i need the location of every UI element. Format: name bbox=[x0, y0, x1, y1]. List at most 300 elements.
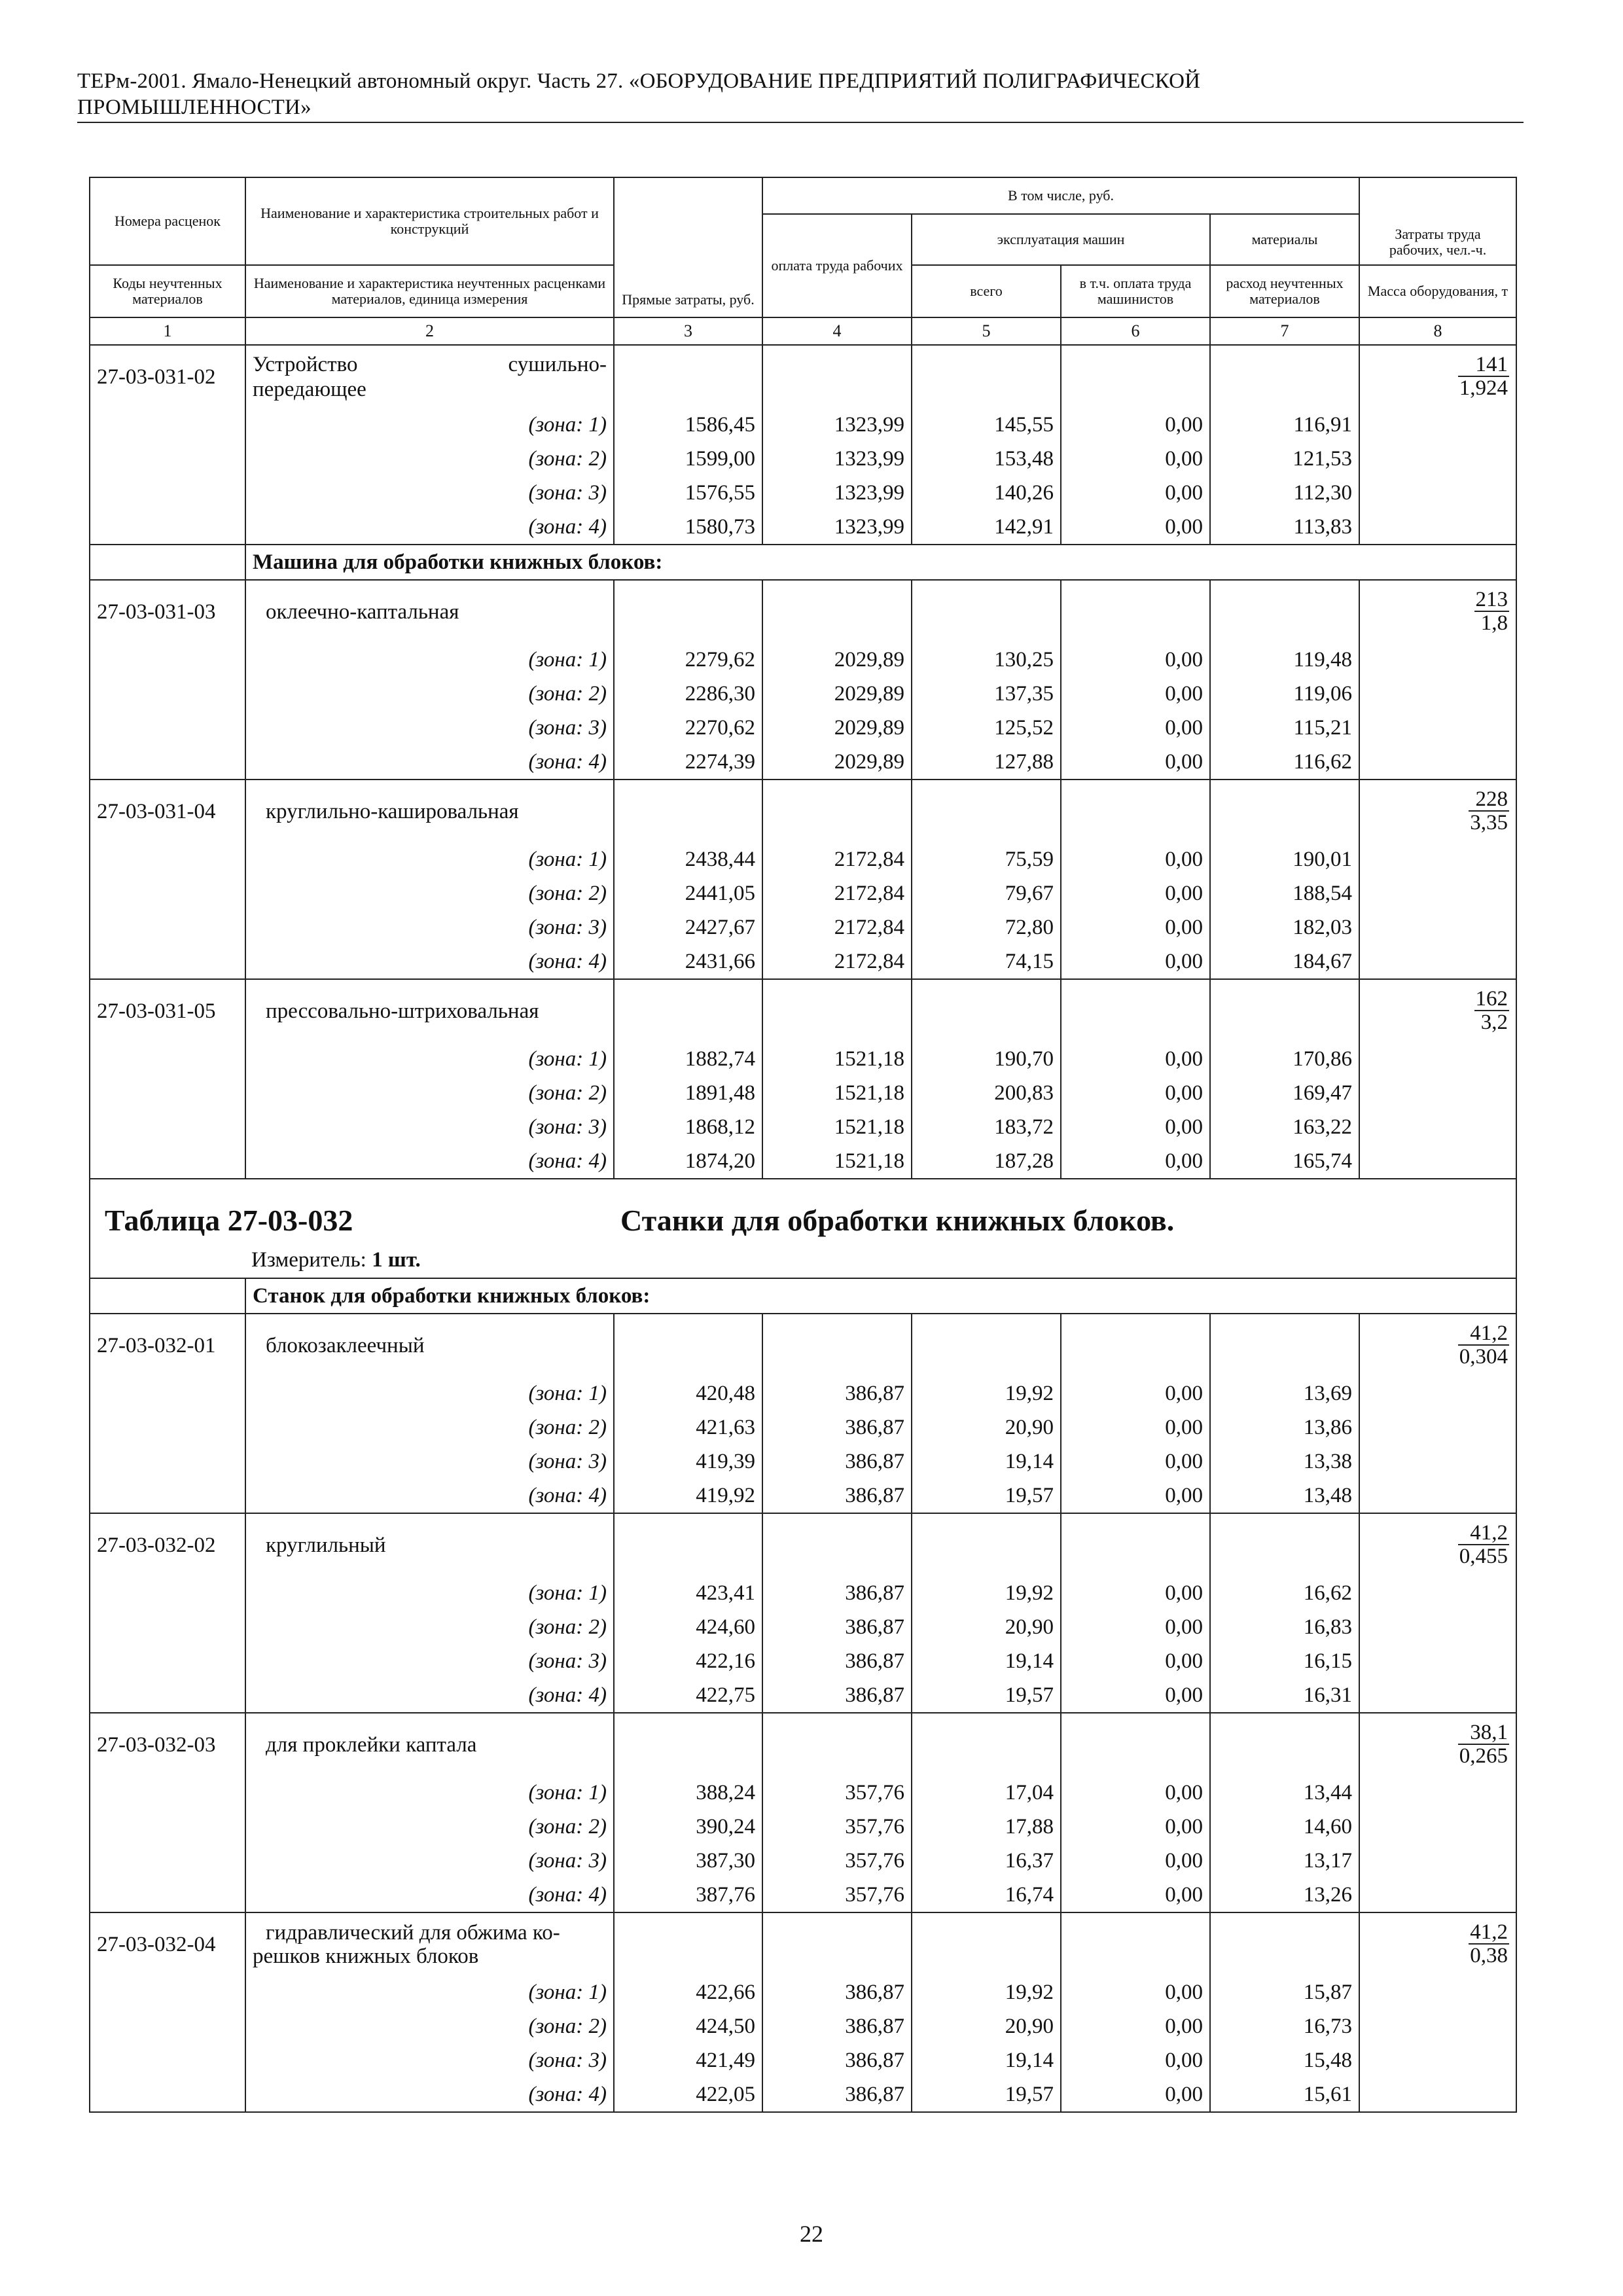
labor-pay: 386,87 bbox=[762, 1479, 912, 1513]
materials-cost: 13,38 bbox=[1210, 1444, 1359, 1479]
direct-cost: 390,24 bbox=[614, 1810, 762, 1844]
direct-cost: 2274,39 bbox=[614, 745, 762, 780]
materials-cost: 16,62 bbox=[1210, 1576, 1359, 1610]
materials-cost: 184,67 bbox=[1210, 944, 1359, 979]
machinist-pay: 0,00 bbox=[1061, 1576, 1210, 1610]
direct-cost: 1891,48 bbox=[614, 1076, 762, 1110]
machinist-pay: 0,00 bbox=[1061, 1776, 1210, 1810]
header-line-1: ТЕРм-2001. Ямало-Ненецкий автономный округ. Часть 27. «ОБОРУДОВАНИЕ ПРЕДПРИЯТИЙ ПОЛИГРАФИЧЕСКОЙ bbox=[77, 69, 1201, 93]
zone-row bbox=[90, 1810, 1516, 1844]
machine-total: 140,26 bbox=[912, 476, 1061, 510]
direct-cost: 419,39 bbox=[614, 1444, 762, 1479]
mass-value: 0,304 bbox=[1459, 1344, 1508, 1369]
labor-value: 228 bbox=[1469, 788, 1509, 812]
item-title-row bbox=[90, 1513, 1516, 1576]
labor-pay: 386,87 bbox=[762, 1975, 912, 2009]
item-title-row bbox=[90, 1314, 1516, 1376]
machinist-pay: 0,00 bbox=[1061, 711, 1210, 745]
zone-row bbox=[90, 408, 1516, 442]
machinist-pay: 0,00 bbox=[1061, 1110, 1210, 1144]
col-number: 7 bbox=[1210, 317, 1359, 345]
machine-total: 130,25 bbox=[912, 643, 1061, 677]
labor-pay: 2172,84 bbox=[762, 876, 912, 910]
materials-cost: 170,86 bbox=[1210, 1042, 1359, 1076]
machinist-pay: 0,00 bbox=[1061, 1878, 1210, 1912]
machine-total: 16,74 bbox=[912, 1878, 1061, 1912]
labor-pay: 1323,99 bbox=[762, 408, 912, 442]
table-name: Станки для обработки книжных блоков. bbox=[620, 1204, 1175, 1237]
zone-label: (зона: 3) bbox=[245, 476, 614, 510]
machine-total: 16,37 bbox=[912, 1844, 1061, 1878]
column-numbers-row bbox=[90, 317, 1516, 345]
zone-label: (зона: 1) bbox=[245, 1042, 614, 1076]
table-title: Таблица 27-03-032 bbox=[105, 1204, 353, 1237]
direct-cost: 1874,20 bbox=[614, 1144, 762, 1179]
zone-row bbox=[90, 677, 1516, 711]
zone-row bbox=[90, 643, 1516, 677]
zone-row bbox=[90, 2077, 1516, 2112]
labor-pay: 357,76 bbox=[762, 1878, 912, 1912]
zone-label: (зона: 2) bbox=[245, 1610, 614, 1644]
machinist-pay: 0,00 bbox=[1061, 408, 1210, 442]
page-number: 22 bbox=[800, 2221, 823, 2247]
zone-row bbox=[90, 1975, 1516, 2009]
col-number: 8 bbox=[1359, 317, 1516, 345]
machinist-pay: 0,00 bbox=[1061, 842, 1210, 876]
zone-label: (зона: 2) bbox=[245, 1076, 614, 1110]
labor-pay: 357,76 bbox=[762, 1776, 912, 1810]
direct-cost: 422,66 bbox=[614, 1975, 762, 2009]
header-direct-costs: Прямые затраты, руб. bbox=[614, 177, 762, 317]
machine-total: 17,88 bbox=[912, 1810, 1061, 1844]
zone-label: (зона: 1) bbox=[245, 1975, 614, 2009]
machinist-pay: 0,00 bbox=[1061, 677, 1210, 711]
group-heading: Станок для обработки книжных блоков: bbox=[245, 1278, 1516, 1314]
rate-code: 27-03-032-04 bbox=[90, 1912, 245, 1975]
mass-value: 0,38 bbox=[1470, 1943, 1508, 1967]
machine-total: 19,14 bbox=[912, 1444, 1061, 1479]
materials-cost: 119,06 bbox=[1210, 677, 1359, 711]
zone-label: (зона: 3) bbox=[245, 910, 614, 944]
machinist-pay: 0,00 bbox=[1061, 1376, 1210, 1410]
zone-label: (зона: 4) bbox=[245, 2077, 614, 2112]
zone-row bbox=[90, 876, 1516, 910]
labor-pay: 386,87 bbox=[762, 1610, 912, 1644]
machinist-pay: 0,00 bbox=[1061, 1479, 1210, 1513]
machinist-pay: 0,00 bbox=[1061, 2043, 1210, 2077]
zone-label: (зона: 4) bbox=[245, 1144, 614, 1179]
labor-value: 41,2 bbox=[1470, 1920, 1508, 1944]
labor-pay: 1323,99 bbox=[762, 510, 912, 545]
labor-pay: 386,87 bbox=[762, 1644, 912, 1678]
item-name bbox=[245, 345, 614, 408]
labor-pay: 386,87 bbox=[762, 1444, 912, 1479]
labor-pay: 1323,99 bbox=[762, 442, 912, 476]
page-header bbox=[77, 68, 1524, 123]
zone-label: (зона: 3) bbox=[245, 1644, 614, 1678]
zone-label: (зона: 1) bbox=[245, 1576, 614, 1610]
zone-label: (зона: 2) bbox=[245, 876, 614, 910]
machine-total: 17,04 bbox=[912, 1776, 1061, 1810]
zone-label: (зона: 1) bbox=[245, 1376, 614, 1410]
machine-total: 20,90 bbox=[912, 1610, 1061, 1644]
labor-pay: 386,87 bbox=[762, 2009, 912, 2043]
table-body bbox=[90, 345, 1516, 2112]
zone-row bbox=[90, 1076, 1516, 1110]
direct-cost: 423,41 bbox=[614, 1576, 762, 1610]
item-title-row bbox=[90, 780, 1516, 842]
machinist-pay: 0,00 bbox=[1061, 1410, 1210, 1444]
materials-cost: 16,83 bbox=[1210, 1610, 1359, 1644]
direct-cost: 2279,62 bbox=[614, 643, 762, 677]
labor-mass-fraction bbox=[1359, 1912, 1516, 1975]
labor-mass-fraction bbox=[1359, 1713, 1516, 1776]
machinist-pay: 0,00 bbox=[1061, 1975, 1210, 2009]
item-title-row bbox=[90, 1713, 1516, 1776]
direct-cost: 388,24 bbox=[614, 1776, 762, 1810]
item-name-part: сушильно- bbox=[508, 352, 607, 376]
materials-cost: 15,61 bbox=[1210, 2077, 1359, 2112]
materials-cost: 16,31 bbox=[1210, 1678, 1359, 1713]
zone-label: (зона: 4) bbox=[245, 1479, 614, 1513]
unit-line bbox=[251, 1247, 421, 1272]
machine-total: 137,35 bbox=[912, 677, 1061, 711]
direct-cost: 422,05 bbox=[614, 2077, 762, 2112]
machinist-pay: 0,00 bbox=[1061, 910, 1210, 944]
machinist-pay: 0,00 bbox=[1061, 1042, 1210, 1076]
zone-label: (зона: 4) bbox=[245, 745, 614, 780]
col-number: 1 bbox=[90, 317, 245, 345]
machine-total: 19,92 bbox=[912, 1576, 1061, 1610]
direct-cost: 421,49 bbox=[614, 2043, 762, 2077]
table-title-row bbox=[90, 1179, 1516, 1278]
item-title-row bbox=[90, 580, 1516, 643]
header-rate-numbers: Номера расценок bbox=[90, 177, 245, 265]
machinist-pay: 0,00 bbox=[1061, 1610, 1210, 1644]
zone-label: (зона: 1) bbox=[245, 408, 614, 442]
group-heading-row bbox=[90, 545, 1516, 580]
labor-value: 41,2 bbox=[1458, 1322, 1509, 1346]
zone-label: (зона: 4) bbox=[245, 510, 614, 545]
direct-cost: 2431,66 bbox=[614, 944, 762, 979]
labor-value: 162 bbox=[1475, 986, 1508, 1011]
materials-cost: 13,26 bbox=[1210, 1878, 1359, 1912]
unit-value: 1 шт. bbox=[372, 1248, 421, 1272]
labor-pay: 386,87 bbox=[762, 2077, 912, 2112]
direct-cost: 2441,05 bbox=[614, 876, 762, 910]
labor-pay: 2029,89 bbox=[762, 677, 912, 711]
rate-code: 27-03-031-02 bbox=[90, 345, 245, 408]
zone-label: (зона: 4) bbox=[245, 1878, 614, 1912]
materials-cost: 116,62 bbox=[1210, 745, 1359, 780]
zone-label: (зона: 3) bbox=[245, 1844, 614, 1878]
machine-total: 153,48 bbox=[912, 442, 1061, 476]
header-unaccounted-consumption: расход неучтенных материалов bbox=[1210, 265, 1359, 317]
labor-value: 41,2 bbox=[1458, 1522, 1509, 1545]
materials-cost: 14,60 bbox=[1210, 1810, 1359, 1844]
machinist-pay: 0,00 bbox=[1061, 1810, 1210, 1844]
mass-value: 0,455 bbox=[1459, 1544, 1508, 1568]
machine-total: 19,57 bbox=[912, 2077, 1061, 2112]
direct-cost: 1882,74 bbox=[614, 1042, 762, 1076]
labor-pay: 1521,18 bbox=[762, 1144, 912, 1179]
zone-row bbox=[90, 944, 1516, 979]
materials-cost: 13,86 bbox=[1210, 1410, 1359, 1444]
machinist-pay: 0,00 bbox=[1061, 944, 1210, 979]
labor-pay: 386,87 bbox=[762, 1678, 912, 1713]
machine-total: 20,90 bbox=[912, 1410, 1061, 1444]
mass-value: 1,8 bbox=[1480, 611, 1508, 635]
materials-cost: 119,48 bbox=[1210, 643, 1359, 677]
direct-cost: 419,92 bbox=[614, 1479, 762, 1513]
labor-pay: 1323,99 bbox=[762, 476, 912, 510]
item-name: прессовально-штриховальная bbox=[245, 979, 614, 1042]
zone-label: (зона: 4) bbox=[245, 1678, 614, 1713]
materials-cost: 16,73 bbox=[1210, 2009, 1359, 2043]
direct-cost: 1599,00 bbox=[614, 442, 762, 476]
col-number: 4 bbox=[762, 317, 912, 345]
materials-cost: 169,47 bbox=[1210, 1076, 1359, 1110]
direct-cost: 2286,30 bbox=[614, 677, 762, 711]
zone-label: (зона: 2) bbox=[245, 1410, 614, 1444]
item-name: круглильно-кашировальная bbox=[245, 780, 614, 842]
item-name: блокозаклеечный bbox=[245, 1314, 614, 1376]
labor-mass-fraction bbox=[1359, 780, 1516, 842]
direct-cost: 424,50 bbox=[614, 2009, 762, 2043]
header-in-that-number: В том числе, руб. bbox=[762, 177, 1359, 214]
materials-cost: 182,03 bbox=[1210, 910, 1359, 944]
item-name-part: передающее bbox=[253, 377, 366, 401]
header-name-unaccounted: Наименование и характеристика неучтенных расценками материалов, единица измерения bbox=[245, 265, 614, 317]
machinist-pay: 0,00 bbox=[1061, 745, 1210, 780]
materials-cost: 190,01 bbox=[1210, 842, 1359, 876]
zone-row bbox=[90, 2043, 1516, 2077]
labor-pay: 1521,18 bbox=[762, 1110, 912, 1144]
machine-total: 19,92 bbox=[912, 1376, 1061, 1410]
labor-pay: 386,87 bbox=[762, 1410, 912, 1444]
materials-cost: 13,17 bbox=[1210, 1844, 1359, 1878]
header-line-2: ПРОМЫШЛЕННОСТИ» bbox=[77, 96, 312, 119]
machine-total: 145,55 bbox=[912, 408, 1061, 442]
machinist-pay: 0,00 bbox=[1061, 1444, 1210, 1479]
materials-cost: 16,15 bbox=[1210, 1644, 1359, 1678]
rate-code: 27-03-031-03 bbox=[90, 580, 245, 643]
machine-total: 183,72 bbox=[912, 1110, 1061, 1144]
mass-value: 3,2 bbox=[1480, 1010, 1508, 1034]
group-heading-row bbox=[90, 1278, 1516, 1314]
labor-mass-fraction bbox=[1359, 979, 1516, 1042]
direct-cost: 1586,45 bbox=[614, 408, 762, 442]
direct-cost: 422,16 bbox=[614, 1644, 762, 1678]
machine-total: 127,88 bbox=[912, 745, 1061, 780]
zone-row bbox=[90, 711, 1516, 745]
mass-value: 0,265 bbox=[1459, 1744, 1508, 1768]
item-title-row bbox=[90, 1912, 1516, 1975]
item-name: оклеечно-каптальная bbox=[245, 580, 614, 643]
labor-pay: 357,76 bbox=[762, 1844, 912, 1878]
machinist-pay: 0,00 bbox=[1061, 876, 1210, 910]
rate-code: 27-03-031-04 bbox=[90, 780, 245, 842]
materials-cost: 115,21 bbox=[1210, 711, 1359, 745]
header-machine-op: эксплуатация машин bbox=[912, 214, 1210, 265]
labor-mass-fraction bbox=[1359, 580, 1516, 643]
labor-pay: 1521,18 bbox=[762, 1042, 912, 1076]
direct-cost: 2270,62 bbox=[614, 711, 762, 745]
zone-row bbox=[90, 476, 1516, 510]
mass-value: 3,35 bbox=[1470, 810, 1508, 834]
direct-cost: 1576,55 bbox=[614, 476, 762, 510]
labor-pay: 386,87 bbox=[762, 1576, 912, 1610]
machine-total: 142,91 bbox=[912, 510, 1061, 545]
labor-mass-fraction bbox=[1359, 345, 1516, 408]
zone-row bbox=[90, 1776, 1516, 1810]
materials-cost: 121,53 bbox=[1210, 442, 1359, 476]
col-number: 5 bbox=[912, 317, 1061, 345]
zone-label: (зона: 3) bbox=[245, 1110, 614, 1144]
materials-cost: 15,87 bbox=[1210, 1975, 1359, 2009]
materials-cost: 116,91 bbox=[1210, 408, 1359, 442]
materials-cost: 13,69 bbox=[1210, 1376, 1359, 1410]
materials-cost: 163,22 bbox=[1210, 1110, 1359, 1144]
zone-row bbox=[90, 1444, 1516, 1479]
zone-row bbox=[90, 1144, 1516, 1179]
machinist-pay: 0,00 bbox=[1061, 1144, 1210, 1179]
header-labor-pay: оплата труда рабочих bbox=[762, 214, 912, 317]
col-number: 6 bbox=[1061, 317, 1210, 345]
direct-cost: 420,48 bbox=[614, 1376, 762, 1410]
item-title-row bbox=[90, 979, 1516, 1042]
zone-row bbox=[90, 1110, 1516, 1144]
zone-row bbox=[90, 842, 1516, 876]
zone-row bbox=[90, 1376, 1516, 1410]
header-machinist-pay: в т.ч. оплата труда машинистов bbox=[1061, 265, 1210, 317]
materials-cost: 112,30 bbox=[1210, 476, 1359, 510]
labor-pay: 2172,84 bbox=[762, 910, 912, 944]
machinist-pay: 0,00 bbox=[1061, 510, 1210, 545]
labor-pay: 386,87 bbox=[762, 1376, 912, 1410]
zone-row bbox=[90, 1610, 1516, 1644]
zone-label: (зона: 2) bbox=[245, 677, 614, 711]
mass-value: 1,924 bbox=[1459, 376, 1508, 400]
zone-label: (зона: 2) bbox=[245, 2009, 614, 2043]
zone-label: (зона: 1) bbox=[245, 643, 614, 677]
zone-label: (зона: 1) bbox=[245, 842, 614, 876]
zone-row bbox=[90, 1678, 1516, 1713]
item-name-part: решков книжных блоков bbox=[253, 1944, 479, 1968]
direct-cost: 387,76 bbox=[614, 1878, 762, 1912]
rates-table bbox=[89, 177, 1517, 2113]
machine-total: 200,83 bbox=[912, 1076, 1061, 1110]
machine-total: 75,59 bbox=[912, 842, 1061, 876]
zone-label: (зона: 3) bbox=[245, 1444, 614, 1479]
direct-cost: 421,63 bbox=[614, 1410, 762, 1444]
header-total: всего bbox=[912, 265, 1061, 317]
direct-cost: 422,75 bbox=[614, 1678, 762, 1713]
direct-cost: 424,60 bbox=[614, 1610, 762, 1644]
zone-row bbox=[90, 1410, 1516, 1444]
rate-code: 27-03-032-03 bbox=[90, 1713, 245, 1776]
machine-total: 187,28 bbox=[912, 1144, 1061, 1179]
machine-total: 190,70 bbox=[912, 1042, 1061, 1076]
labor-pay: 2172,84 bbox=[762, 842, 912, 876]
zone-row bbox=[90, 1042, 1516, 1076]
zone-label: (зона: 2) bbox=[245, 442, 614, 476]
labor-mass-fraction bbox=[1359, 1314, 1516, 1376]
labor-pay: 2029,89 bbox=[762, 643, 912, 677]
machinist-pay: 0,00 bbox=[1061, 1076, 1210, 1110]
labor-mass-fraction bbox=[1359, 1513, 1516, 1576]
materials-cost: 165,74 bbox=[1210, 1144, 1359, 1179]
machine-total: 74,15 bbox=[912, 944, 1061, 979]
machinist-pay: 0,00 bbox=[1061, 643, 1210, 677]
machinist-pay: 0,00 bbox=[1061, 1644, 1210, 1678]
item-name bbox=[245, 1912, 614, 1975]
rate-code: 27-03-031-05 bbox=[90, 979, 245, 1042]
header-equipment-mass: Масса оборудования, т bbox=[1359, 265, 1516, 317]
zone-label: (зона: 3) bbox=[245, 711, 614, 745]
item-name: круглильный bbox=[245, 1513, 614, 1576]
item-name-part: гидравлический для обжима ко- bbox=[266, 1920, 560, 1945]
machinist-pay: 0,00 bbox=[1061, 2077, 1210, 2112]
machine-total: 20,90 bbox=[912, 2009, 1061, 2043]
header-materials: материалы bbox=[1210, 214, 1359, 265]
zone-row bbox=[90, 1878, 1516, 1912]
labor-value: 38,1 bbox=[1458, 1721, 1509, 1745]
header-codes-unaccounted: Коды неучтенных материалов bbox=[90, 265, 245, 317]
labor-value: 141 bbox=[1458, 353, 1509, 377]
unit-label: Измеритель: bbox=[251, 1248, 366, 1272]
labor-pay: 357,76 bbox=[762, 1810, 912, 1844]
zone-row bbox=[90, 745, 1516, 780]
direct-cost: 2427,67 bbox=[614, 910, 762, 944]
materials-cost: 13,44 bbox=[1210, 1776, 1359, 1810]
materials-cost: 113,83 bbox=[1210, 510, 1359, 545]
item-title-row bbox=[90, 345, 1516, 408]
machine-total: 19,14 bbox=[912, 2043, 1061, 2077]
labor-pay: 2172,84 bbox=[762, 944, 912, 979]
zone-row bbox=[90, 1844, 1516, 1878]
zone-row bbox=[90, 442, 1516, 476]
machine-total: 19,92 bbox=[912, 1975, 1061, 2009]
zone-row bbox=[90, 2009, 1516, 2043]
table-header bbox=[90, 177, 1516, 345]
zone-label: (зона: 2) bbox=[245, 1810, 614, 1844]
machine-total: 72,80 bbox=[912, 910, 1061, 944]
machinist-pay: 0,00 bbox=[1061, 1678, 1210, 1713]
machinist-pay: 0,00 bbox=[1061, 2009, 1210, 2043]
materials-cost: 15,48 bbox=[1210, 2043, 1359, 2077]
machinist-pay: 0,00 bbox=[1061, 1844, 1210, 1878]
direct-cost: 2438,44 bbox=[614, 842, 762, 876]
zone-row bbox=[90, 1644, 1516, 1678]
machine-total: 19,57 bbox=[912, 1678, 1061, 1713]
machine-total: 79,67 bbox=[912, 876, 1061, 910]
item-name-part: Устройство bbox=[253, 352, 358, 376]
machine-total: 19,14 bbox=[912, 1644, 1061, 1678]
col-number: 2 bbox=[245, 317, 614, 345]
zone-label: (зона: 3) bbox=[245, 2043, 614, 2077]
machine-total: 19,57 bbox=[912, 1479, 1061, 1513]
zone-row bbox=[90, 1479, 1516, 1513]
zone-row bbox=[90, 1576, 1516, 1610]
machinist-pay: 0,00 bbox=[1061, 476, 1210, 510]
zone-label: (зона: 4) bbox=[245, 944, 614, 979]
rate-code: 27-03-032-01 bbox=[90, 1314, 245, 1376]
direct-cost: 1580,73 bbox=[614, 510, 762, 545]
materials-cost: 13,48 bbox=[1210, 1479, 1359, 1513]
labor-value: 213 bbox=[1475, 587, 1508, 611]
group-heading: Машина для обработки книжных блоков: bbox=[245, 545, 1516, 580]
